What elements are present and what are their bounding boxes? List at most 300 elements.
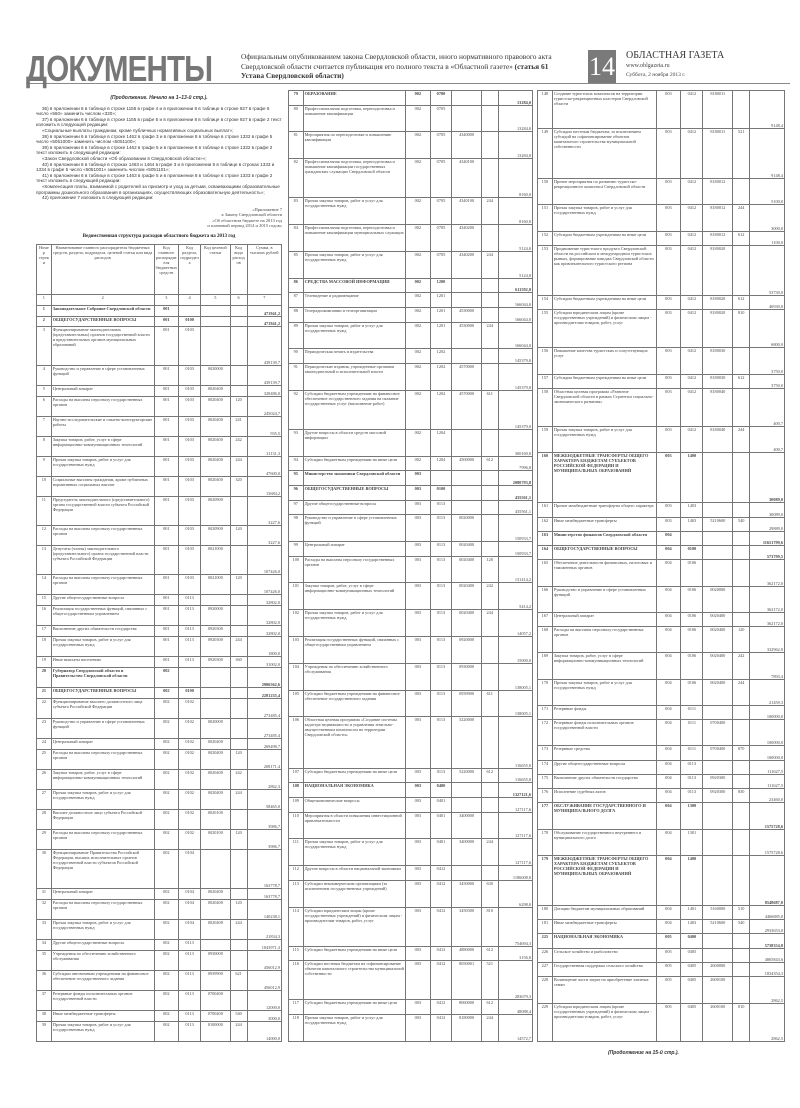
item-name: Прочая закупка товаров, работ и услуг для государственных нужд (552, 679, 656, 705)
item-name: Другие общегосударственные вопросы (51, 595, 154, 606)
article-code (201, 699, 230, 719)
ministry-code: 002 (406, 132, 430, 159)
expense-type-code (733, 855, 750, 905)
notice-bold: (статья 61 Устава Свердловской области) (241, 61, 549, 80)
item-name: Учреждения по обеспечению хозяйственного обслуживания (51, 950, 154, 970)
expense-type-code: 611 (481, 690, 498, 717)
intro-paragraph: «Закон Свердловской области «Об образовании в Свердловской области»»; (42, 155, 207, 161)
section-code: 0113 (430, 541, 452, 556)
section-code: 0102 (179, 739, 201, 750)
row-number: 108 (289, 783, 304, 798)
amount: 100000,0 (750, 720, 785, 746)
article-code (703, 855, 733, 905)
expense-type-code (733, 245, 750, 295)
section-code: 0412 (681, 374, 703, 388)
amount: 14572,7 (498, 1014, 532, 1041)
section-code: 1403 (681, 920, 703, 934)
expense-type-code: 612 (733, 374, 750, 388)
table-row (37, 719, 282, 739)
table-row (37, 305, 282, 316)
ministry-code: 003 (406, 556, 430, 583)
row-number: 97 (289, 500, 304, 515)
amount: 127117,6 (498, 839, 532, 866)
article-code: 8180012 (703, 231, 733, 245)
section-code: 0412 (681, 388, 703, 426)
ministry-code: 002 (154, 939, 179, 950)
item-name: Расходы на выплаты персоналу государственных органов (51, 899, 154, 919)
ministry-code: 004 (656, 705, 681, 719)
item-name: Субсидии юридическим лицам (кроме государственных учреждений) и физическим лицам - производителям товаров, работ, услуг (552, 310, 656, 348)
expense-type-code (230, 810, 247, 830)
table-row (289, 278, 533, 293)
article-code: 0700400 (201, 990, 230, 1010)
row-number: 228 (538, 977, 553, 1003)
item-name: Телевидение и радиовещание (303, 293, 405, 308)
amount: 8548687,0 (750, 855, 785, 905)
article-code: 8180000 (452, 1014, 481, 1041)
item-name: Другие общегосударственные вопросы (552, 760, 656, 774)
section-code: 1400 (681, 855, 703, 905)
section-code: 0113 (179, 626, 201, 637)
amount: 439139,7 (247, 327, 281, 365)
row-number: 18 (37, 637, 52, 657)
row-number: 176 (538, 789, 553, 803)
expense-type-code (733, 948, 750, 962)
row-number: 24 (37, 739, 52, 750)
article-code: 8050001 (452, 961, 481, 1000)
section-code: 0111 (681, 705, 703, 719)
table-row (289, 91, 533, 106)
item-name: Функционирование Правительства Российской Федерации, высших исполнительных органов государственной власти субъектов Российской Федерации (51, 850, 154, 888)
item-name: Прочая закупка товаров, работ и услуг для государственных нужд (303, 610, 405, 637)
expense-type-code (481, 541, 498, 556)
column-number: 2 (51, 294, 154, 305)
table-row (37, 888, 282, 899)
item-name: Выполнение других обязательств государства (552, 774, 656, 788)
item-name: Резервные фонды исполнительных органов государственной власти (552, 720, 656, 746)
ministry-code: 003 (406, 583, 430, 610)
row-number: 156 (538, 348, 553, 374)
item-name: Иные выплаты населению (51, 657, 154, 668)
item-name: Руководство и управление в сфере установленных функций (552, 586, 656, 612)
amount: 53730,0 (750, 245, 785, 295)
amount: 3986,7 (247, 810, 281, 830)
table-row (289, 105, 533, 132)
article-code: 8100000 (201, 1021, 230, 1041)
amount: 2862,5 (750, 1003, 785, 1041)
table-row (37, 476, 282, 496)
item-name: Реализация государственных функций, связанных с общегосударственным управлением (303, 637, 405, 664)
section-code: 0705 (430, 105, 452, 132)
expense-type-code: 612 (481, 946, 498, 961)
article-code: 0920000 (452, 637, 481, 664)
section-code: 1301 (681, 829, 703, 855)
amount: 138005,1 (498, 690, 532, 717)
item-name: Расходы на выплаты персоналу государственных органов (51, 750, 154, 770)
expense-type-code: 540 (733, 517, 750, 531)
expense-type-code: 241 (230, 416, 247, 436)
row-number: 181 (538, 920, 553, 934)
table-row (538, 517, 785, 531)
section-code: 1300 (681, 803, 703, 829)
expense-type-code (733, 388, 750, 426)
table-row (538, 934, 785, 948)
column-header: Код вида расходов (230, 244, 247, 294)
ministry-code: 001 (154, 626, 179, 637)
expense-type-code (733, 803, 750, 829)
item-name: Прочая закупка товаров, работ и услуг для государственных нужд (303, 198, 405, 225)
expense-type-code (481, 515, 498, 542)
item-name: Министерство финансов Свердловской области (552, 531, 656, 545)
table-row (538, 129, 785, 179)
appendix-line: и плановый период 2014 и 2015 годов» (207, 223, 282, 229)
amount: 31002,0 (247, 657, 281, 668)
table-row (289, 946, 533, 961)
item-name: ОБСЛУЖИВАНИЕ ГОСУДАРСТВЕННОГО И МУНИЦИПАЛЬНОГО ДОЛГА (552, 803, 656, 829)
table-row (538, 627, 785, 653)
table-row (37, 750, 282, 770)
amount: 166044,0 (498, 307, 532, 322)
item-name: Другие общегосударственные вопросы (51, 939, 154, 950)
article-code (452, 485, 481, 500)
amount: 435561,1 (498, 485, 532, 500)
amount: 273485,4 (247, 699, 281, 719)
amount: 9148,4 (750, 91, 785, 129)
ministry-code: 003 (406, 880, 430, 907)
table-row (37, 899, 282, 919)
amount: 283679,3 (498, 961, 532, 1000)
item-name: Центральный аппарат (552, 612, 656, 626)
amount: 8160,0 (498, 198, 532, 225)
article-code (703, 760, 733, 774)
row-number: 17 (37, 626, 52, 637)
ministry-code: 003 (656, 517, 681, 531)
ministry-code: 002 (406, 293, 430, 308)
table-row (289, 429, 533, 456)
section-code (430, 471, 452, 486)
item-name: Центральный аппарат (303, 541, 405, 556)
expense-type-code: 521 (481, 961, 498, 1000)
expense-type-code: 612 (733, 231, 750, 245)
row-number: 19 (37, 657, 52, 668)
table-row (37, 830, 282, 850)
row-number: 109 (289, 797, 304, 812)
expense-type-code: 244 (733, 679, 750, 705)
table-row (289, 583, 533, 610)
table-row (37, 546, 282, 575)
amount: 116655,0 (498, 768, 532, 783)
amount: 5124,0 (498, 251, 532, 278)
item-name: Иные межбюджетные трансферты (552, 517, 656, 531)
table-row (37, 496, 282, 525)
row-number: 37 (37, 990, 52, 1010)
expense-type-code (230, 950, 247, 970)
article-code: 0020400 (201, 750, 230, 770)
expense-type-code (733, 720, 750, 746)
amount: 2281235,4 (247, 688, 281, 699)
section-code: 0412 (681, 179, 703, 205)
expense-type-code: 244 (481, 1014, 498, 1041)
ministry-code: 002 (406, 307, 430, 322)
item-name: Учреждения по обеспечению хозяйственного обслуживания (303, 663, 405, 690)
section-code: 0113 (179, 1021, 201, 1041)
newspaper-url[interactable]: www.oblgazeta.ru (626, 63, 670, 69)
article-code: 4340000 (452, 132, 481, 159)
ministry-code: 003 (656, 245, 681, 295)
article-code: 0920300 (201, 626, 230, 637)
amount: 332962,8 (750, 627, 785, 653)
table-row (37, 595, 282, 606)
amount: 14057,2 (498, 610, 532, 637)
ministry-code: 002 (154, 810, 179, 830)
row-number: 88 (289, 307, 304, 322)
article-code (452, 429, 481, 456)
item-name: Субсидии бюджетным учреждениям на финансовое обеспечение государственного задания на оказание государственных услуг (выполнение работ) (303, 390, 405, 429)
table-row (538, 531, 785, 545)
section-code: 0412 (681, 295, 703, 309)
row-number: 30 (37, 850, 52, 888)
column-header: Сумма, в тысячах рублей (247, 244, 281, 294)
amount: 46930,0 (750, 295, 785, 309)
row-number: 90 (289, 349, 304, 364)
amount: 8160,0 (498, 159, 532, 198)
expense-type-code (230, 626, 247, 637)
article-code (201, 595, 230, 606)
item-name: Субсидии некоммерческим организациям (за исключением государственных учреждений) (303, 880, 405, 907)
item-name: Общеэкономические вопросы (303, 797, 405, 812)
section-code: 0405 (681, 977, 703, 1003)
ministry-code: 004 (656, 829, 681, 855)
publication-notice (241, 52, 561, 81)
ministry-code: 003 (406, 637, 430, 664)
row-number: 28 (37, 810, 52, 830)
amount: 127117,6 (498, 812, 532, 839)
article-code (452, 105, 481, 132)
table-row (538, 920, 785, 934)
article-code: 0020400 (201, 436, 230, 456)
expense-type-code: 612 (481, 456, 498, 471)
article-code: 0020100 (201, 810, 230, 830)
ministry-code: 005 (656, 963, 681, 977)
table-row (37, 385, 282, 396)
ministry-code: 002 (154, 990, 179, 1010)
expense-type-code: 830 (733, 789, 750, 803)
expense-type-code (481, 812, 498, 839)
item-name: Областная целевая программа «Развитие Свердловской области в рамках Стратегии социально-экономического развития» (552, 388, 656, 426)
article-code: 0020400 (201, 385, 230, 396)
row-number: 16 (37, 606, 52, 626)
article-code: 0020400 (201, 899, 230, 919)
item-name: Другие вопросы в области средств массовой информации (303, 429, 405, 456)
ministry-code: 002 (154, 970, 179, 990)
continued-footer: (Продолжение на 15-й стр.). (608, 1050, 679, 1056)
table-row (289, 1014, 533, 1041)
appendix-caption (36, 207, 282, 229)
ministry-code: 004 (656, 760, 681, 774)
ministry-code: 001 (154, 396, 179, 416)
article-code: 0020400 (452, 610, 481, 637)
table-row (538, 789, 785, 803)
section-code: 0102 (179, 750, 201, 770)
item-name: Губернатор Свердловской области и Правительство Свердловской области (51, 668, 154, 688)
item-name: Повышение качества туристских и сопутствующих услуг (552, 348, 656, 374)
intro-paragraphs (36, 106, 282, 201)
amount: 3227,6 (247, 526, 281, 546)
article-code: 2600100 (703, 977, 733, 1003)
amount: 11651799,6 (750, 531, 785, 545)
item-name: Резервные фонды исполнительных органов государственной власти (51, 990, 154, 1010)
section-code: 0412 (430, 946, 452, 961)
ministry-code: 002 (406, 349, 430, 364)
ministry-code: 001 (154, 456, 179, 476)
expense-type-code (733, 829, 750, 855)
expense-type-code: 244 (230, 637, 247, 657)
expense-type-code: 810 (481, 907, 498, 946)
expense-type-code: 120 (481, 556, 498, 583)
ministry-code: 002 (154, 719, 179, 739)
amount: 131414,2 (498, 556, 532, 583)
section-code: 0113 (430, 717, 452, 768)
expense-type-code (733, 934, 750, 948)
section-code: 0106 (681, 679, 703, 705)
amount: 116655,0 (498, 717, 532, 768)
section-code: 0412 (681, 348, 703, 374)
table-row (289, 456, 533, 471)
amount: 58465,0 (247, 790, 281, 810)
ministry-code: 002 (406, 105, 430, 132)
table-row (37, 919, 282, 939)
amount: 362172,0 (750, 612, 785, 626)
amount: 145379,0 (498, 349, 532, 364)
ministry-code: 003 (406, 500, 430, 515)
row-number: 103 (289, 637, 304, 664)
amount: 145379,0 (498, 390, 532, 429)
item-name: Профессиональная подготовка, переподготовка и повышение квалификации (303, 105, 405, 132)
item-name: Субсидии юридическим лицам (кроме государственных учреждений) и физическим лицам - производителям товаров, работ, услуг (303, 907, 405, 946)
row-number: 159 (538, 426, 553, 452)
table-row (289, 198, 533, 225)
section-code: 0405 (681, 1003, 703, 1041)
row-number: 83 (289, 198, 304, 225)
section-code: 0412 (681, 205, 703, 231)
ministry-code: 003 (406, 610, 430, 637)
row-number: 9 (37, 456, 52, 476)
section-code: 0113 (179, 1010, 201, 1021)
article-code: 0700400 (201, 1010, 230, 1021)
article-code: 2600100 (703, 1003, 733, 1041)
expense-type-code (733, 586, 750, 612)
table-row (538, 705, 785, 719)
row-number: 12 (37, 526, 52, 546)
ministry-code: 003 (656, 179, 681, 205)
section-code: 0106 (681, 627, 703, 653)
item-name: Прочие мероприятия по развитию туристско-рекреационного комплекса Свердловской области (552, 179, 656, 205)
row-number: 153 (538, 245, 553, 295)
article-code: 0020400 (201, 770, 230, 790)
ministry-code: 001 (154, 305, 179, 316)
item-name: Закупка товаров, работ, услуг в сфере информационно-коммуникационных технологий (51, 436, 154, 456)
row-number: 167 (538, 612, 553, 626)
expense-type-code: 120 (230, 396, 247, 416)
article-code (452, 349, 481, 364)
item-name: Прочая закупка товаров, работ и услуг для государственных нужд (51, 456, 154, 476)
amount: 100000,0 (750, 705, 785, 719)
expense-type-code (230, 699, 247, 719)
article-code: 0700400 (703, 746, 733, 760)
budget-table-middle (288, 90, 533, 1042)
article-code: 0020400 (201, 416, 230, 436)
article-code: 4500000 (452, 456, 481, 471)
amount: 1575728,6 (750, 829, 785, 855)
expense-type-code (230, 668, 247, 688)
item-name: Другие вопросы в области национальной экономики (303, 866, 405, 881)
expense-type-code: 242 (481, 583, 498, 610)
item-name: Руководство и управление в сфере установленных функций (303, 515, 405, 542)
expense-type-code (481, 500, 498, 515)
ministry-code: 003 (406, 946, 430, 961)
ministry-code: 004 (656, 789, 681, 803)
ministry-code: 001 (154, 385, 179, 396)
item-name: Продвижение туристского продукта Свердловской области на российском и международном туристских рынках, формирование имиджа Свердловской области как привлекательного туристского региона (552, 245, 656, 295)
article-code: 0939900 (452, 690, 481, 717)
table-row (289, 1000, 533, 1015)
item-name: Профессиональная подготовка, переподготовка и повышение квалификации муниципальных служащих (303, 225, 405, 252)
intro-paragraph: 41) в приложении 6 в таблице в строке 1463 в графе 5 и в приложении 8 в таблице в строке 1333 в графе 2 текст изложить в следующей редакции: (36, 172, 273, 184)
row-number: 105 (289, 690, 304, 717)
ministry-code: 002 (154, 790, 179, 810)
article-code (703, 803, 733, 829)
ministry-code: 004 (656, 531, 681, 545)
column-number: 6 (230, 294, 247, 305)
amount: 3156,0 (498, 946, 532, 961)
article-code: 2600000 (703, 963, 733, 977)
expense-type-code: 521 (733, 129, 750, 179)
ministry-code: 002 (154, 739, 179, 750)
article-code: 8180020 (703, 295, 733, 309)
amount: 1100,0 (750, 231, 785, 245)
ministry-code: 002 (154, 919, 179, 939)
item-name: МЕЖБЮДЖЕТНЫЕ ТРАНСФЕРТЫ ОБЩЕГО ХАРАКТЕРА БЮДЖЕТАМ СУБЪЕКТОВ РОССИЙСКОЙ ФЕДЕРАЦИИ И МУНИЦИПАЛЬНЫХ ОБРАЗОВАНИЙ (552, 453, 656, 503)
article-code (703, 546, 733, 560)
ministry-code: 004 (656, 905, 681, 919)
amount: 13284,0 (498, 132, 532, 159)
article-code: 0020400 (452, 583, 481, 610)
amount: 32802,0 (247, 606, 281, 626)
section-code: 0103 (179, 546, 201, 575)
section-code: 0412 (430, 907, 452, 946)
article-code: 0920300 (201, 637, 230, 657)
table-row (289, 717, 533, 768)
section-code: 0106 (681, 560, 703, 586)
amount: 456012,9 (247, 970, 281, 990)
article-code: 0020000 (452, 515, 481, 542)
ministry-code: 001 (154, 546, 179, 575)
section-code: 0401 (430, 812, 452, 839)
ministry-code: 002 (406, 278, 430, 293)
ministry-code: 004 (656, 679, 681, 705)
item-name: Расходы на выплаты персоналу государственных органов (303, 556, 405, 583)
row-number: 175 (538, 774, 553, 788)
row-number: 25 (37, 750, 52, 770)
ministry-code: 005 (656, 1003, 681, 1041)
masthead (26, 48, 790, 89)
article-code: 0020100 (201, 830, 230, 850)
row-number: 178 (538, 829, 553, 855)
table-row (289, 663, 533, 690)
expense-type-code (733, 348, 750, 374)
expense-type-code (733, 546, 750, 560)
row-number: 84 (289, 225, 304, 252)
